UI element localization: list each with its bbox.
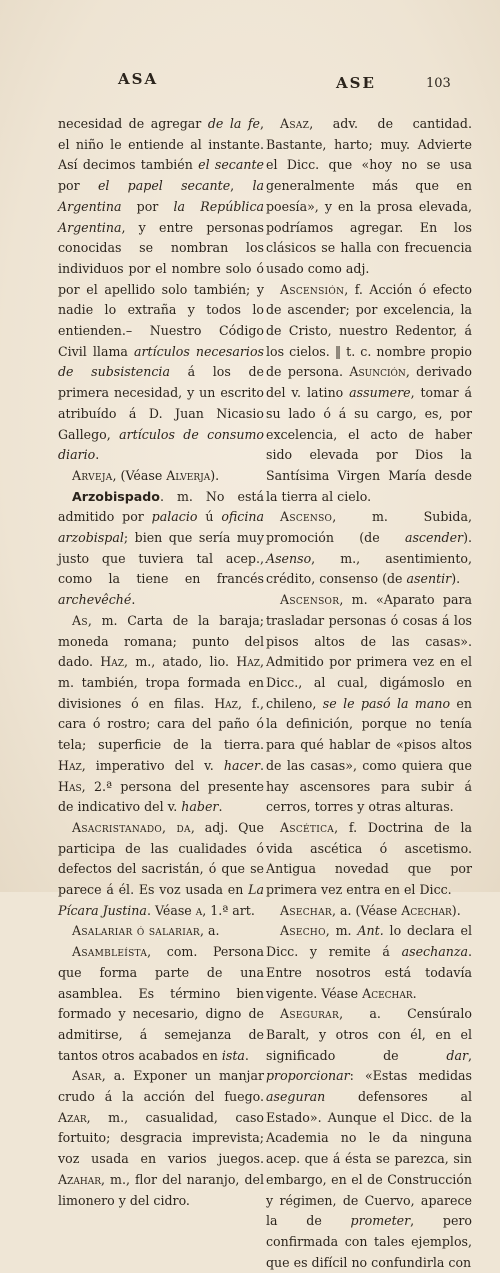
italic-text: La Pícara Justina	[58, 882, 264, 918]
cross-reference: Haz	[214, 695, 238, 711]
entry-text: .	[412, 985, 417, 1001]
page-number: 103	[426, 76, 451, 91]
entry-text: ú	[197, 509, 222, 525]
entry-text: . m. No está admitido por	[58, 488, 264, 525]
italic-text: Ant.	[357, 923, 384, 939]
entry-text: , a.	[199, 923, 220, 939]
entry-text: , (Véase	[112, 467, 167, 483]
italic-text: oficina arzobispal	[58, 509, 264, 546]
entry-text: , f., cara ó rostro; cara del paño ó tela; superficie de la tierra.	[58, 695, 264, 753]
dictionary-entry	[58, 611, 264, 818]
entry-headword: Asar	[72, 1068, 102, 1084]
entry-text: , m., asentimiento, crédito, consenso (de	[266, 550, 472, 587]
cross-reference: Alverja	[166, 467, 211, 483]
entry-headword: Asacristanado, da	[72, 819, 191, 835]
entry-headword: Asegurar	[280, 1006, 340, 1022]
italic-text: Asenso	[266, 550, 312, 566]
dictionary-entry	[266, 901, 472, 922]
entry-text: ).	[451, 902, 461, 918]
cross-reference: Haz	[100, 654, 125, 670]
cross-reference: Azahar	[58, 1171, 101, 1187]
entry-headword: Ascenso	[280, 509, 333, 525]
cross-reference: Haz	[236, 654, 260, 670]
entry-text: , m. Carta de la baraja; moneda romana; punto del dado.	[58, 612, 264, 670]
entry-text: , m., atado, lio.	[124, 654, 237, 670]
italic-text: assumere	[349, 385, 411, 401]
entry-text: .	[131, 592, 136, 608]
entry-text: , derivado del v. latino	[266, 364, 472, 401]
cross-reference: Acechar	[401, 902, 452, 918]
entry-text: , 2.ª persona del presente de indicativo del v.	[58, 778, 264, 815]
entry-headword: Asechar	[280, 902, 332, 918]
entry-text: . Véase	[146, 902, 196, 918]
dictionary-entry	[58, 942, 264, 1066]
italic-text: prometer	[350, 1213, 411, 1229]
italic-text: dar	[446, 1047, 468, 1063]
entry-headword: Ascensor	[280, 592, 340, 608]
entry-text: por	[58, 178, 98, 194]
entry-text: , adv. de cantidad. Bastante, harto; muy. Advierte el Dicc. que «hoy no se usa generalmente más que en poesía», y en la prosa elevada, podríamos agregar. En los clásicos se halla con frecuencia usado como adj.	[266, 116, 472, 276]
dictionary-entry	[58, 466, 264, 487]
dictionary-entry	[266, 507, 472, 590]
entry-text: en la definición, porque no tenía para qué hablar de «pisos altos de las casas», como quiera que hay ascensores para subir á cerros, torres y otras alturas.	[266, 695, 472, 815]
italic-text: aseguran	[266, 1089, 326, 1105]
entry-text: .	[259, 757, 264, 773]
entry-text: .	[95, 447, 100, 463]
entry-text: , y entre personas conocidas se nombran los individuos por el nombre solo ó por el apellido solo también; y nadie lo extraña y todos lo entienden.– Nuestro Código Civil llama	[58, 219, 264, 359]
dictionary-entry	[58, 1066, 264, 1211]
italic-text: proporcionar	[266, 1068, 350, 1084]
entry-text: , el niño le entiende al instante. Así decimos también	[58, 116, 264, 173]
entry-text: , com. Persona que forma parte de una asamblea. Es término bien formado y necesario, digno de admitirse, á semejanza de tantos otros acabados en	[58, 944, 264, 1063]
entry-text: . Entre nosotros está todavía vigente. Véase	[266, 944, 472, 1001]
dictionary-entry	[58, 114, 264, 466]
italic-text: el secante	[198, 157, 264, 173]
entry-headword: Asecho	[280, 923, 326, 939]
entry-text: , a. Exponer un manjar crudo á la acción del fuego.	[58, 1068, 264, 1105]
entry-text: por	[121, 198, 174, 214]
entry-text: , m.	[325, 923, 358, 939]
entry-text: .	[218, 799, 223, 815]
entry-text: .	[244, 1047, 249, 1063]
italic-text: haber	[181, 799, 219, 815]
entry-text: , imperativo del v.	[81, 757, 224, 773]
dictionary-entry	[266, 818, 472, 901]
italic-text: la República Argentina	[58, 198, 265, 235]
entry-text: necesidad de agregar	[58, 116, 208, 131]
running-header	[0, 70, 500, 100]
entry-text: : «Estas medidas	[349, 1068, 472, 1084]
italic-text: el papel secante	[97, 178, 231, 194]
entry-text: , 1.ª art.	[202, 902, 255, 918]
italic-text: palacio	[151, 509, 198, 525]
entry-headword: As	[72, 612, 88, 628]
entry-text: , m. también, tropa formada en divisiones ó en filas.	[58, 654, 265, 711]
entry-text: , f. Acción ó efecto de ascender; por excelencia, la de Cristo, nuestro Redentor, á los cielos. ‖ t. c. nombre propio de persona.	[266, 281, 472, 380]
italic-text: ista	[221, 1047, 245, 1063]
entry-text: ,	[230, 178, 253, 194]
entry-text: , m., casualidad, caso fortuito; desgracia imprevista; voz usada en varios juegos.	[58, 1109, 264, 1167]
entry-text: ).	[463, 530, 472, 546]
italic-text: archevêché	[58, 592, 132, 608]
entry-headword: Ascética	[280, 819, 335, 835]
entry-headword: Arveja	[72, 467, 113, 483]
entry-text: lo declara el Dicc. y remite á	[266, 923, 472, 960]
italic-text: artículos de consumo diario	[58, 426, 264, 463]
entry-text: ; bien que sería muy justo que tuviera tal acep., como la tiene en francés	[58, 530, 264, 587]
dictionary-entry	[266, 921, 472, 1004]
italic-text: la Argentina	[58, 178, 264, 214]
italic-text: asentir	[406, 571, 452, 587]
header-right-word: ASE	[336, 74, 376, 92]
cross-reference: a	[195, 902, 203, 918]
entry-text: , tomar á su lado ó á su cargo, es, por excelencia, el acto de haber sido elevada por Dios la Santísima Virgen María desde la tierra al cielo.	[266, 385, 472, 504]
entry-text: , a. (Véase	[331, 902, 402, 918]
italic-text: ascender	[404, 530, 464, 546]
cross-reference: Azar	[58, 1109, 87, 1125]
entry-text: á los de primera necesidad, y un escrito atribuído á D. Juan Nicasio Gallego,	[58, 364, 264, 442]
right-column	[266, 114, 472, 1273]
entry-text: ,	[467, 1047, 472, 1063]
cross-reference: Asunción	[349, 364, 406, 380]
entry-headword: Asaz	[280, 116, 310, 131]
entry-text: , m. «Aparato para trasladar personas ó cosas á los pisos altos de las casas». Admitido por primera vez en el Dicc., al cual, digámoslo en chileno,	[266, 592, 472, 711]
entry-headword: Ascensión	[280, 281, 345, 297]
entry-text: ).	[210, 467, 220, 483]
dictionary-entry	[58, 921, 264, 942]
header-left-word: ASA	[118, 70, 159, 88]
cross-reference: Acechar	[362, 985, 413, 1001]
entry-text: ).	[451, 571, 461, 587]
dictionary-entry	[266, 280, 472, 508]
entry-text: , m., flor del naranjo, del limonero y del cidro.	[58, 1171, 264, 1208]
entry-text: , m. Subida, promoción (de	[266, 509, 472, 546]
entry-headword: Asalariar ó salariar	[72, 923, 200, 939]
italic-text: asechanza	[401, 944, 468, 960]
entry-text: , pero confirmada con tales ejemplos, que es difícil no confundirla con	[266, 1213, 473, 1270]
dictionary-entry	[58, 487, 264, 611]
cross-reference: Has	[58, 778, 82, 794]
italic-text: hacer	[223, 757, 260, 773]
entry-headword: Asambleísta	[72, 944, 148, 960]
italic-text: artículos necesarios de subsistencia	[58, 343, 264, 380]
cross-reference: Haz	[58, 757, 82, 773]
entry-text: , f. Doctrina de la vida ascética ó ascetismo. Antigua novedad que por primera vez entra en el Dicc.	[266, 819, 472, 898]
dictionary-entry	[266, 590, 472, 818]
dictionary-entry	[58, 818, 264, 922]
entry-headword: Arzobispado	[72, 488, 160, 504]
italic-text: se le pasó la mano	[322, 695, 451, 711]
dictionary-entry	[266, 1004, 472, 1273]
italic-text: de la fe	[207, 116, 260, 131]
entry-text: , adj. Que participa de las cualidades ó defectos del sacristán, ó que se parece á él. Es voz usada en	[58, 819, 264, 898]
entry-text: , a. Censúralo Baralt, y otros con él, en el significado de	[266, 1006, 472, 1063]
left-column	[58, 114, 264, 1211]
entry-text: defensores al Estado». Aunque el Dicc. de la Academia no le da ninguna acep. que á ésta se parezca, sin embargo, en el de Construcción y régimen, de Cuervo, aparece la de	[266, 1089, 472, 1229]
dictionary-entry	[266, 114, 472, 280]
